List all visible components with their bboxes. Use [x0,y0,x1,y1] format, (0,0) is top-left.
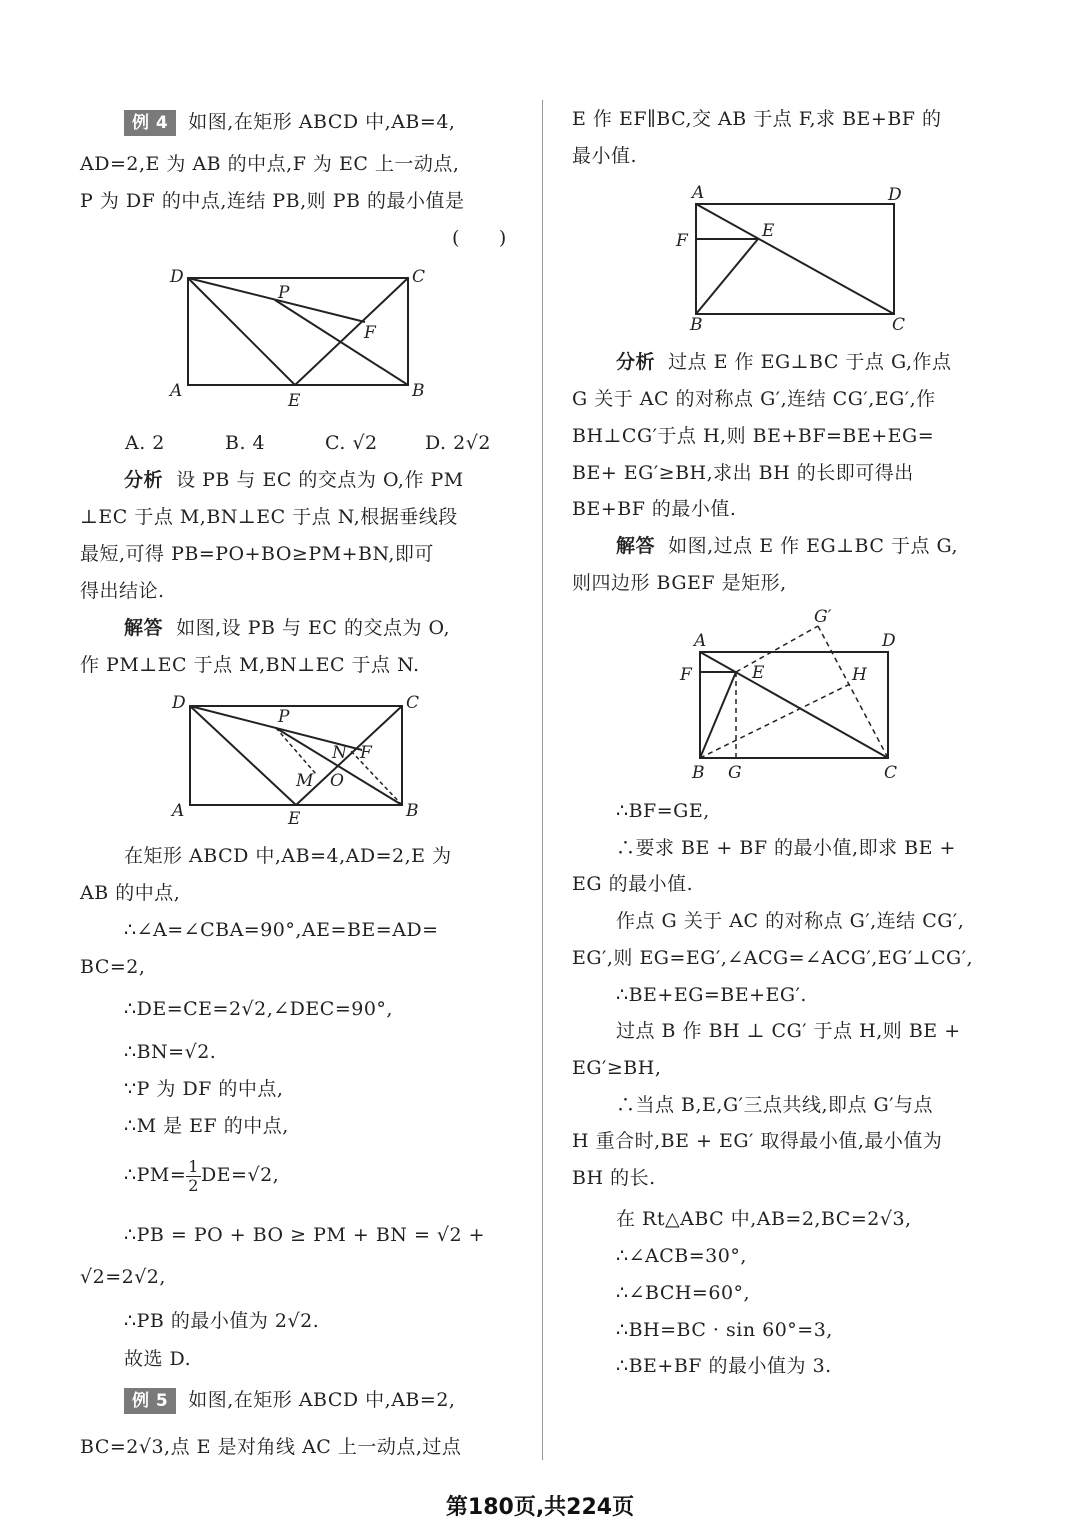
example5-sol-line7: 过点 B 作 BH ⊥ CG′ 于点 H,则 BE + [616,1020,961,1042]
example5-sol-line16: ∴BE+BF 的最小值为 3. [616,1355,832,1377]
figure-3 [572,178,1012,342]
figure-4 [572,604,1012,793]
example5-sol-line13: ∴∠ACB=30°, [616,1245,747,1267]
fig4-line-be [700,672,736,758]
example4-blank: ( ) [452,227,507,249]
fig2-label-m: M [296,771,314,791]
page-footer: 第180页,共224页 [445,1495,635,1520]
fig4-label-b: B [692,763,705,783]
example5-stem-line3: E 作 EF∥BC,交 AB 于点 F,求 BE+BF 的 [572,108,942,130]
example5-sol-line5: EG′,则 EG=EG′,∠ACG=∠ACG′,EG′⊥CG′, [572,947,974,969]
fig2-line-pm [276,728,316,774]
fig4-label-d: D [882,631,896,651]
figure-1 [80,258,520,422]
example4-sol-line6: ∴BN=√2. [124,1041,217,1063]
answer-label: 解答 [124,617,164,639]
example4-stem-line2: AD=2,E 为 AB 的中点,F 为 EC 上一动点, [80,153,460,175]
fig3-line-be [696,239,758,314]
example5-analysis-line2: G 关于 AC 的对称点 G′,连结 CG′,EG′,作 [572,388,936,410]
example5-analysis-line3: BH⊥CG′于点 H,则 BE+BF=BE+EG= [572,425,935,447]
example4-sol-line9: ∴PM= $\frac{1}{2}$ DE=√2, [124,1156,280,1195]
fig1-label-f: F [364,323,376,343]
analysis-label-2: 分析 [616,351,656,373]
fig2-line-pb [276,728,402,805]
example5-sol-line2: ∴要求 BE + BF 的最小值,即求 BE + [616,837,956,859]
example5-stem-line1: 例 5 如图,在矩形 ABCD 中,AB=2, [124,1388,455,1414]
example4-sol-line2: AB 的中点, [80,882,181,904]
answer-label-2: 解答 [616,535,656,557]
example5-answer-line2: 则四边形 BGEF 是矩形, [572,572,787,594]
example4-option-c: C. √2 [325,432,378,454]
example4-analysis-line4: 得出结论. [80,580,165,602]
example5-sol-line6: ∴BE+EG=BE+EG′. [616,984,807,1006]
column-divider [542,100,543,1460]
example4-analysis-line2: ⊥EC 于点 M,BN⊥EC 于点 N,根据垂线段 [80,506,458,528]
example4-sol-line4: BC=2, [80,956,146,978]
fig3-label-a: A [692,183,705,203]
fig3-line-ac [696,204,894,314]
fig2-label-c: C [406,693,420,713]
fig4-label-gp: G′ [814,607,832,627]
fig1-label-a: A [170,381,183,401]
fig2-label-a: A [172,801,185,821]
fig2-label-f: F [360,743,372,763]
example4-sol-line10: ∴PB = PO + BO ≥ PM + BN = √2 + [124,1224,486,1246]
fig2-label-p: P [278,707,290,727]
example4-sol-line7: ∵P 为 DF 的中点, [124,1078,284,1100]
example4-sol-line1: 在矩形 ABCD 中,AB=4,AD=2,E 为 [124,845,452,867]
fig1-label-d: D [170,267,184,287]
fig4-label-h: H [852,665,867,685]
fig4-label-a: A [694,631,707,651]
fig4-line-egp [736,626,818,672]
example5-analysis-line1: 分析 过点 E 作 EG⊥BC 于点 G,作点 [616,351,952,373]
example5-tag: 例 5 [124,1388,176,1414]
example4-option-a: A. 2 [125,432,165,454]
example5-sol-line9: ∴当点 B,E,G′三点共线,即点 G′与点 [616,1094,934,1116]
fig2-label-o: O [330,771,344,791]
example5-sol-line15: ∴BH=BC · sin 60°=3, [616,1319,833,1341]
example5-stem-line4: 最小值. [572,145,638,167]
fig4-label-e: E [752,663,765,683]
example5-sol-line8: EG′≥BH, [572,1057,662,1079]
example4-stem-line1: 例 4 如图,在矩形 ABCD 中,AB=4, [124,110,455,136]
example4-option-d: D. 2√2 [425,432,491,454]
fig2-label-e: E [288,809,301,829]
fig4-label-g: G [728,763,742,783]
example5-sol-line14: ∴∠BCH=60°, [616,1282,751,1304]
fig4-label-f: F [680,665,692,685]
example4-answer-line2: 作 PM⊥EC 于点 M,BN⊥EC 于点 N. [80,654,420,676]
example4-sol-line13: 故选 D. [124,1348,192,1370]
fig1-label-b: B [412,381,425,401]
fraction-half: $\frac{1}{2}$ [188,1156,199,1195]
fig3-label-e: E [762,221,775,241]
example5-analysis-line5: BE+BF 的最小值. [572,498,737,520]
example4-sol-line8: ∴M 是 EF 的中点, [124,1115,289,1137]
example4-analysis-line3: 最短,可得 PB=PO+BO≥PM+BN,即可 [80,543,434,565]
example4-tag: 例 4 [124,110,176,136]
fig1-label-e: E [288,391,301,411]
example5-sol-line12: 在 Rt△ABC 中,AB=2,BC=2√3, [616,1208,912,1230]
example5-analysis-line4: BE+ EG′≥BH,求出 BH 的长即可得出 [572,462,914,484]
example5-sol-line3: EG 的最小值. [572,873,694,895]
example4-analysis-line1: 分析 设 PB 与 EC 的交点为 O,作 PM [124,469,464,491]
example5-answer-line1: 解答 如图,过点 E 作 EG⊥BC 于点 G, [616,535,959,557]
fig1-label-p: P [278,283,290,303]
example4-sol-line3: ∴∠A=∠CBA=90°,AE=BE=AD= [124,919,439,941]
example4-sol-line11: √2=2√2, [80,1266,166,1288]
fig3-label-f: F [676,231,688,251]
fig1-line-ec [295,278,408,385]
example4-option-b: B. 4 [225,432,266,454]
example4-answer-line1: 解答 如图,设 PB 与 EC 的交点为 O, [124,617,451,639]
figure-2 [80,686,520,835]
fig2-label-d: D [172,693,186,713]
fig2-label-b: B [406,801,419,821]
fig3-label-b: B [690,315,703,335]
example4-sol-line5: ∴DE=CE=2√2,∠DEC=90°, [124,998,393,1020]
example4-sol-line12: ∴PB 的最小值为 2√2. [124,1310,320,1332]
example5-sol-line1: ∴BF=GE, [616,800,710,822]
example5-sol-line11: BH 的长. [572,1167,656,1189]
example5-sol-line10: H 重合时,BE + EG′ 取得最小值,最小值为 [572,1130,943,1152]
fig4-label-c: C [884,763,898,783]
example5-sol-line4: 作点 G 关于 AC 的对称点 G′,连结 CG′, [616,910,965,932]
fig1-line-pb [275,300,408,385]
example5-stem-line2: BC=2√3,点 E 是对角线 AC 上一动点,过点 [80,1436,462,1458]
fig3-label-c: C [892,315,906,335]
fig1-label-c: C [412,267,426,287]
analysis-label: 分析 [124,469,164,491]
fig2-label-n: N [332,743,347,763]
example4-stem-line3: P 为 DF 的中点,连结 PB,则 PB 的最小值是 [80,190,465,212]
fig3-label-d: D [888,185,902,205]
